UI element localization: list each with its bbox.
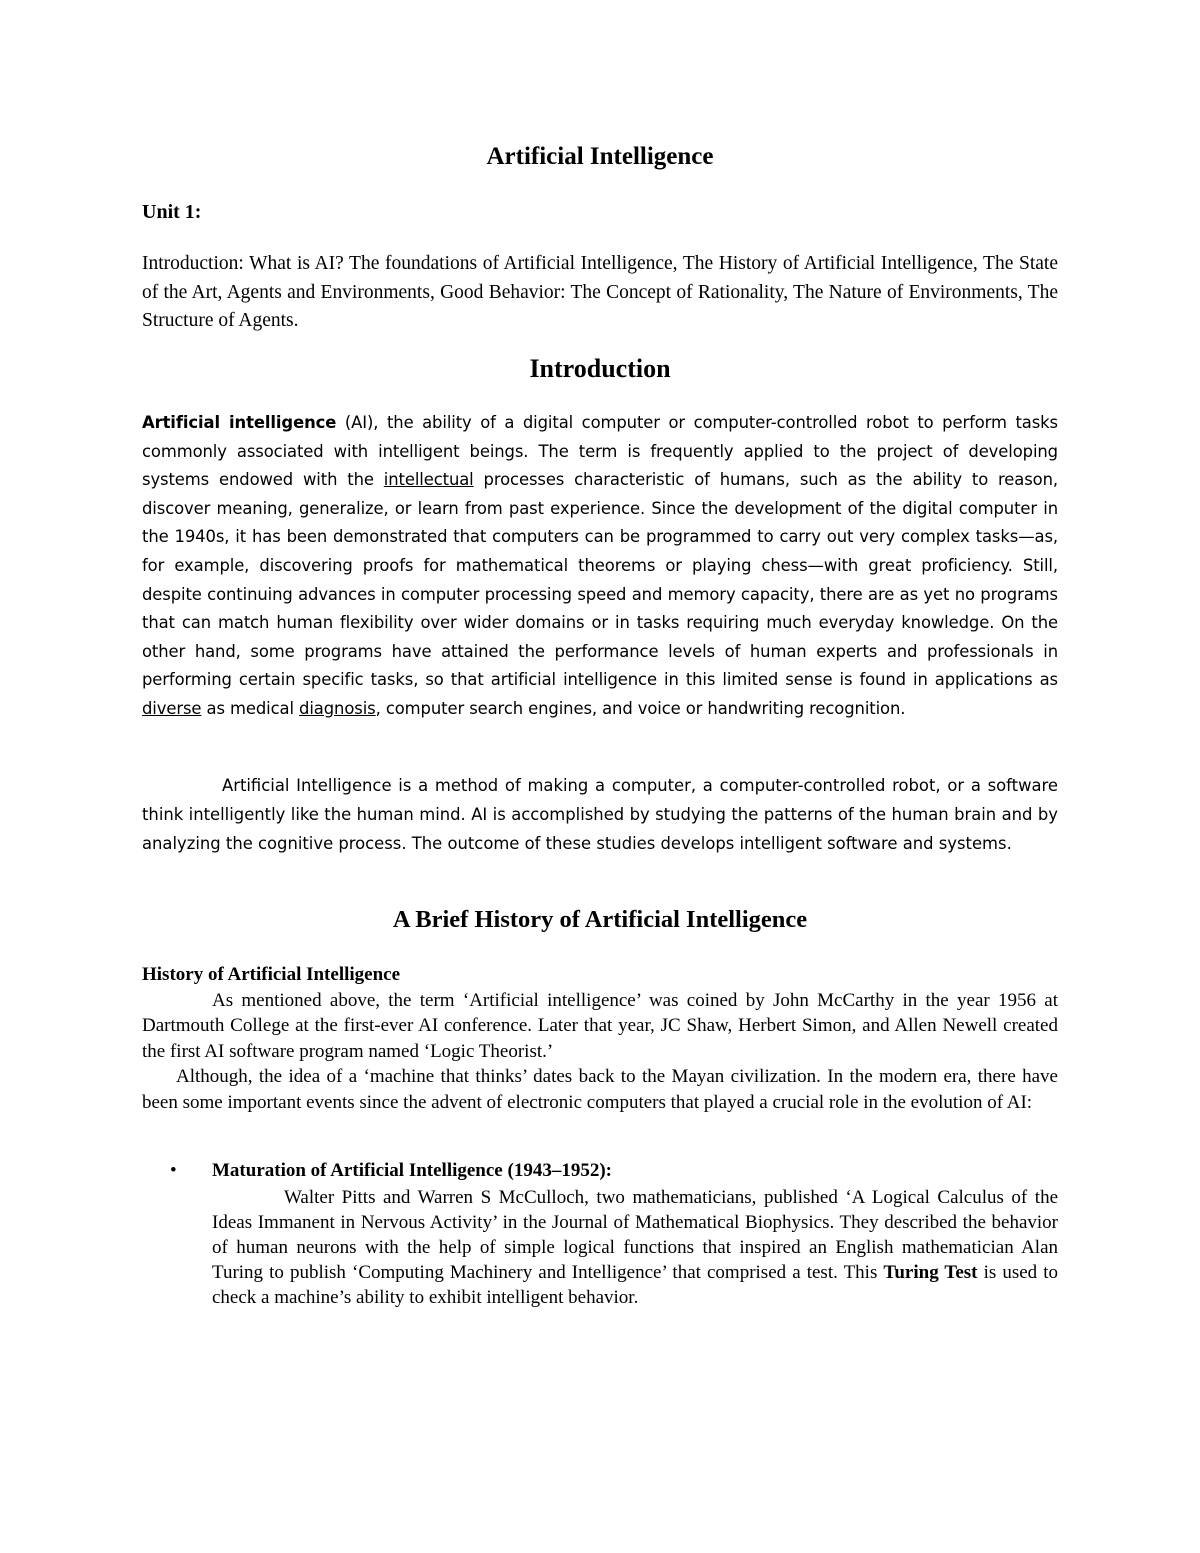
ai-term: Artificial intelligence: [142, 413, 337, 432]
history-subheading: History of Artificial Intelligence: [142, 964, 401, 985]
bullet-body: Walter Pitts and Warren S McCulloch, two mathematicians, published ‘A Logical Calculus of the Ideas Immanent in Nervous Activity’ in the Journal of Mathematical Biophysics. They described the behavior of human neurons with the help of simple logical functions that inspired an English mathematician Alan Turing to publish ‘Computing Machinery and Intelligence’ that comprised a test. This Turing Test is used to check a machine’s ability to exhibit intelligent behavior.: [212, 1187, 1059, 1308]
history-section: [142, 962, 1058, 1115]
introduction-heading: Introduction: [529, 354, 671, 383]
diagnosis-link[interactable]: diagnosis: [299, 698, 376, 718]
history-paragraph-2: Although, the idea of a ‘machine that thinks’ dates back to the Mayan civilization. In the modern era, there have been some important events since the advent of electronic computers that played a crucial role in the evolution of AI:: [142, 1066, 1058, 1113]
intro-paragraph-2: [142, 771, 1058, 858]
unit-label: Unit 1:: [142, 201, 202, 223]
bullet-icon: •: [170, 1160, 177, 1181]
history-heading: A Brief History of Artificial Intelligence: [392, 906, 808, 933]
intellectual-link[interactable]: intellectual: [383, 470, 474, 490]
intro-text-4: , computer search engines, and voice or handwriting recognition.: [375, 698, 906, 718]
intro-text-3: as medical: [201, 698, 300, 718]
turing-test-term: Turing Test: [883, 1262, 978, 1283]
intro-p2-text: Artificial Intelligence is a method of making a computer, a computer-controlled robot, or a software think intelligently like the human mind. AI is accomplished by studying the patterns of the human brain and by analyzing the cognitive process. The outcome of these studies develops intelligent software and systems.: [142, 776, 1058, 853]
history-paragraph-1: As mentioned above, the term ‘Artificial intelligence’ was coined by John McCarthy in the year 1956 at Dartmouth College at the first-ever AI conference. Later that year, JC Shaw, Herbert Simon, and Allen Newell created the first AI software program named ‘Logic Theorist.’: [142, 989, 1058, 1062]
document-title: Artificial Intelligence: [486, 143, 714, 170]
intro-text-1: (AI), the ability of a digital computer or computer-controlled robot to perform tasks commonly associated with intelligent beings. The term is frequently applied to the project of developing systems endowed with the: [142, 413, 1059, 490]
syllabus-paragraph: Introduction: What is AI? The foundations of Artificial Intelligence, The History of Artificial Intelligence, The State of the Art, Agents and Environments, Good Behavior: The Concept of Rationality, The Nature of Environments, The Structure of Agents.: [142, 253, 1058, 331]
bullet-heading: Maturation of Artificial Intelligence (1943–1952):: [212, 1160, 612, 1181]
diverse-link[interactable]: diverse: [142, 698, 202, 718]
intro-text-2: processes characteristic of humans, such as the ability to reason, discover meaning, generalize, or learn from past experience. Since the development of the digital computer in the 1940s, it has been demonstrated that computers can be programmed to carry out very complex tasks—as, for example, discovering proofs for mathematical theorems or playing chess—with great proficiency. Still, despite continuing advances in computer processing speed and memory capacity, there are as yet no programs that can match human flexibility over wider domains or in tasks requiring much everyday knowledge. On the other hand, some programs have attained the performance levels of human experts and professionals in performing certain specific tasks, so that artificial intelligence in this limited sense is found in applications as: [142, 470, 1059, 690]
intro-paragraph-1: [142, 409, 1058, 724]
